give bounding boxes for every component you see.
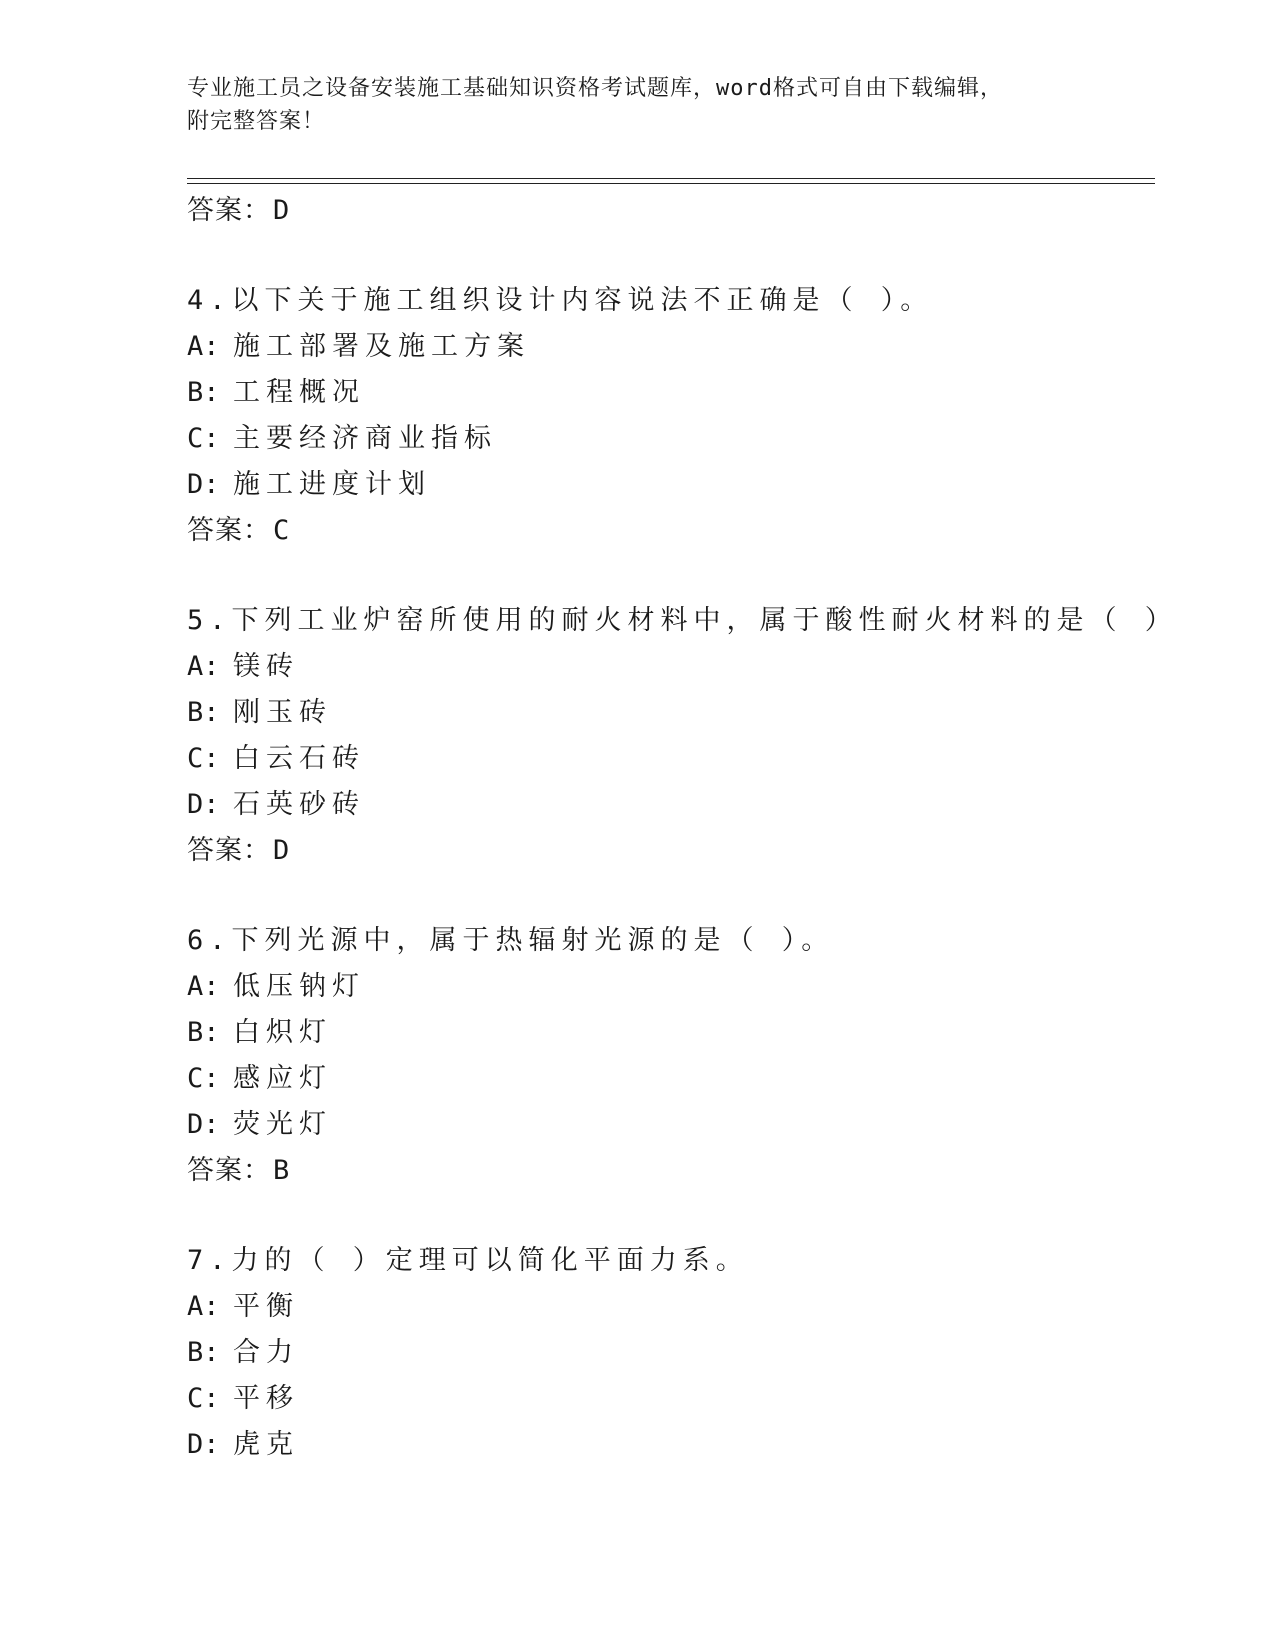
option-text: 平衡 <box>233 1291 299 1322</box>
option-b <box>187 1010 1155 1056</box>
option-c <box>187 1056 1155 1102</box>
answer-value: D <box>273 195 291 226</box>
option-text: 感应灯 <box>233 1063 332 1094</box>
option-key: C: <box>187 1383 220 1414</box>
option-text: 荧光灯 <box>233 1109 332 1140</box>
option-key: B: <box>187 697 220 728</box>
document-header <box>187 72 1087 138</box>
header-line-1: 专业施工员之设备安装施工基础知识资格考试题库，word格式可自由下载编辑， <box>187 76 1003 101</box>
option-key: A: <box>187 1291 220 1322</box>
spacer <box>187 554 1155 598</box>
option-c <box>187 736 1155 782</box>
answer-label: 答案： <box>187 835 271 866</box>
option-key: B: <box>187 377 220 408</box>
option-text: 平移 <box>233 1383 299 1414</box>
option-b <box>187 690 1155 736</box>
option-d <box>187 1102 1155 1148</box>
header-divider-bottom <box>187 183 1155 184</box>
option-d <box>187 462 1155 508</box>
header-divider-top <box>187 178 1155 179</box>
question-list <box>187 188 1178 1468</box>
option-key: A: <box>187 651 220 682</box>
answer-value: D <box>273 835 291 866</box>
answer-label: 答案： <box>187 515 271 546</box>
option-text: 刚玉砖 <box>233 697 332 728</box>
option-key: D: <box>187 1109 220 1140</box>
option-b <box>187 370 1155 416</box>
option-c <box>187 416 1155 462</box>
spacer <box>187 1194 1155 1238</box>
option-key: D: <box>187 789 220 820</box>
option-a <box>187 324 1155 370</box>
option-text: 镁砖 <box>233 651 299 682</box>
answer-line <box>187 1148 1155 1194</box>
question-stem: 4.以下关于施工组织设计内容说法不正确是（ ）。 <box>187 285 934 316</box>
answer-value: C <box>273 515 291 546</box>
option-d <box>187 1422 1155 1468</box>
option-key: B: <box>187 1337 220 1368</box>
option-key: C: <box>187 743 220 774</box>
option-a <box>187 1284 1155 1330</box>
option-d <box>187 782 1155 828</box>
question-stem: 6.下列光源中，属于热辐射光源的是（ ）。 <box>187 925 835 956</box>
option-key: D: <box>187 1429 220 1460</box>
option-key: B: <box>187 1017 220 1048</box>
answer-line <box>187 828 1155 874</box>
option-text: 白云石砖 <box>233 743 365 774</box>
answer-label: 答案： <box>187 195 271 226</box>
option-key: A: <box>187 971 220 1002</box>
question-stem: 5.下列工业炉窑所使用的耐火材料中，属于酸性耐火材料的是（ ） <box>187 605 1178 636</box>
header-line-2: 附完整答案！ <box>187 109 326 134</box>
option-key: A: <box>187 331 220 362</box>
option-a <box>187 964 1155 1010</box>
option-text: 石英砂砖 <box>233 789 365 820</box>
answer-value: B <box>273 1155 291 1186</box>
question-stem: 7.力的（ ）定理可以简化平面力系。 <box>187 1245 749 1276</box>
answer-line <box>187 188 1155 234</box>
option-text: 主要经济商业指标 <box>233 423 497 454</box>
option-text: 工程概况 <box>233 377 365 408</box>
option-text: 低压钠灯 <box>233 971 365 1002</box>
option-text: 合力 <box>233 1337 299 1368</box>
option-text: 施工进度计划 <box>233 469 431 500</box>
option-key: D: <box>187 469 220 500</box>
option-text: 施工部署及施工方案 <box>233 331 530 362</box>
option-key: C: <box>187 1063 220 1094</box>
option-text: 白炽灯 <box>233 1017 332 1048</box>
spacer <box>187 234 1155 278</box>
answer-label: 答案： <box>187 1155 271 1186</box>
option-key: C: <box>187 423 220 454</box>
spacer <box>187 874 1155 918</box>
answer-line <box>187 508 1155 554</box>
option-c <box>187 1376 1155 1422</box>
option-b <box>187 1330 1155 1376</box>
option-a <box>187 644 1155 690</box>
option-text: 虎克 <box>233 1429 299 1460</box>
